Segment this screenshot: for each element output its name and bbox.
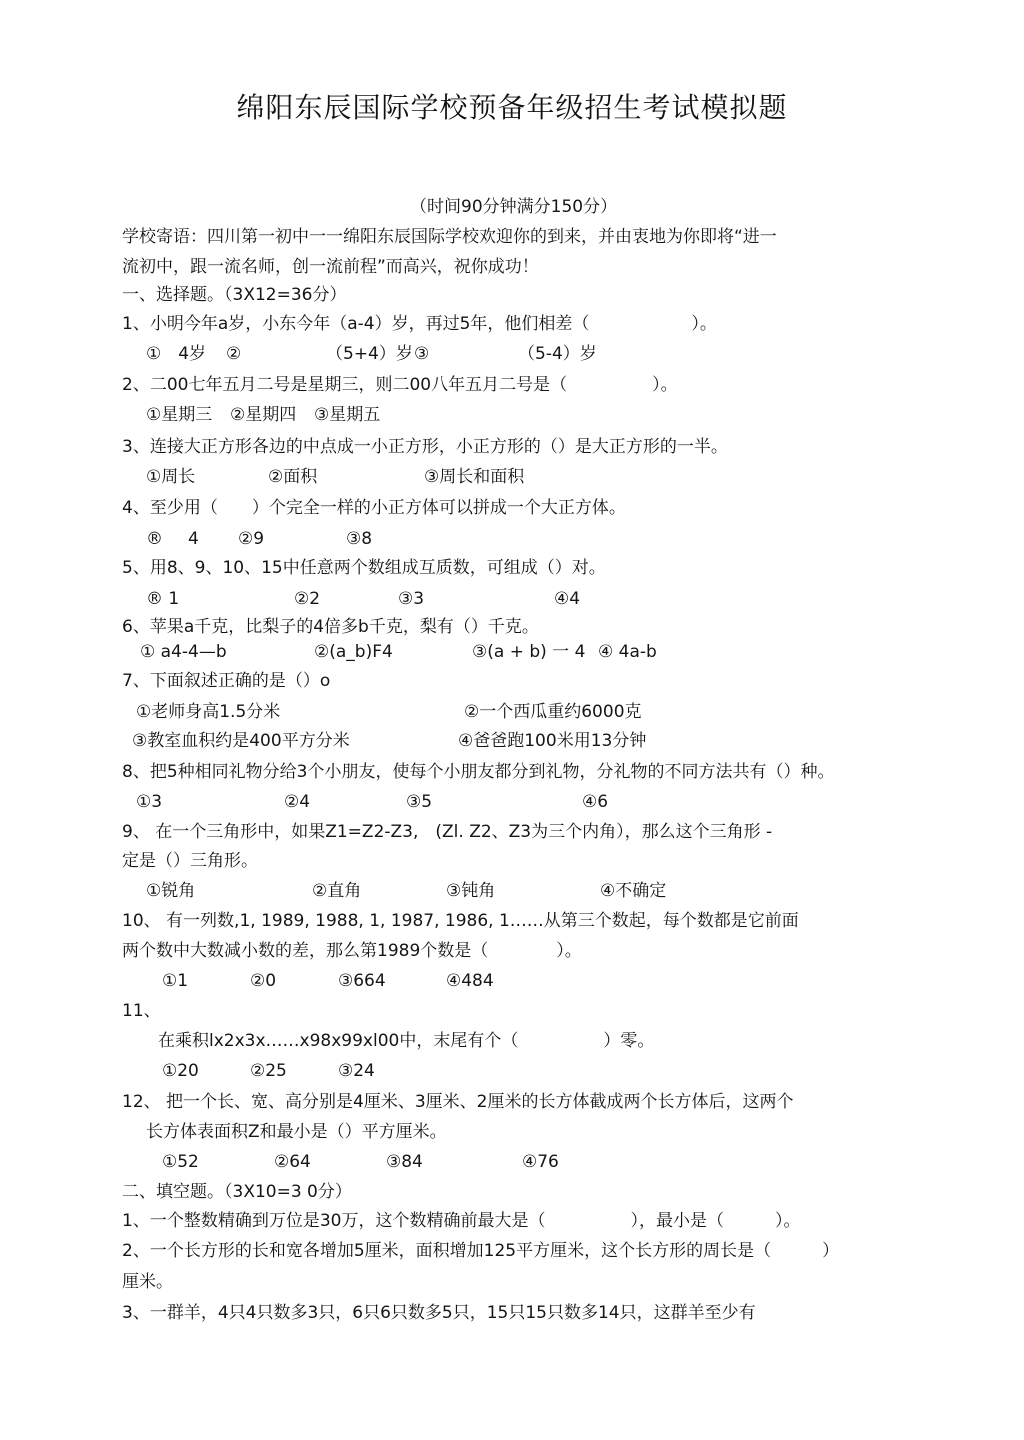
- time-note: （时间90分钟满分150分）: [410, 197, 618, 217]
- q4-option-1-label: ®: [146, 529, 163, 549]
- q11-option-1: ①20: [162, 1061, 199, 1081]
- q9-option-4: ④不确定: [600, 881, 667, 901]
- question-12: 12、 把一个长、宽、高分别是4厘米、3厘米、2厘米的长方体截成两个长方体后，这两个: [122, 1092, 794, 1112]
- q2-option-3: ③星期五: [314, 405, 381, 425]
- question-10: 10、 有一列数,1, 1989, 1988, 1, 1987, 1986, 1……从第三个数起，每个数都是它前面: [122, 911, 799, 931]
- q5-option-1: ® 1: [146, 589, 180, 609]
- q8-option-4: ④6: [582, 792, 609, 812]
- q10-option-2: ②0: [250, 971, 277, 991]
- q7-option-4: ④爸爸跑100米用13分钟: [458, 731, 647, 751]
- q1-option-3-label: ③: [414, 344, 430, 364]
- question-9: 9、 在一个三角形中，如果Z1=Z2-Z3, (Zl. Z2、Z3为三个内角），那么这个三角形 -: [122, 822, 773, 842]
- q6-option-1: ① a4-4—b: [140, 642, 227, 662]
- q5-option-3: ③3: [398, 589, 425, 609]
- q12-option-1: ①52: [162, 1152, 199, 1172]
- q7-option-1: ①老师身高1.5分米: [136, 702, 281, 722]
- question-11-cont: 在乘积lx2x3x……x98x99xl00中，末尾有个（ ）零。: [158, 1031, 655, 1051]
- q4-option-1: 4: [188, 529, 199, 549]
- question-2: 2、二00七年五月二号是星期三，则二00八年五月二号是（ ）。: [122, 375, 678, 395]
- question-8: 8、把5种相同礼物分给3个小朋友，使每个小朋友都分到礼物，分礼物的不同方法共有（）种。: [122, 762, 835, 782]
- q4-option-2: ②9: [238, 529, 265, 549]
- q12-option-2: ②64: [274, 1152, 311, 1172]
- question-4: 4、至少用（ ）个完全一样的小正方体可以拼成一个大正方体。: [122, 498, 626, 518]
- q3-option-1: ①周长: [146, 467, 196, 487]
- fill-question-2: 2、一个长方形的长和宽各增加5厘米，面积增加125平方厘米，这个长方形的周长是（ ）: [122, 1241, 840, 1261]
- fill-question-1: 1、一个整数精确到万位是30万，这个数精确前最大是（ ），最小是（ ）。: [122, 1211, 801, 1231]
- question-9-cont: 定是（）三角形。: [122, 851, 258, 871]
- q3-option-3: ③周长和面积: [424, 467, 525, 487]
- q4-option-3: ③8: [346, 529, 373, 549]
- q11-option-2: ②25: [250, 1061, 287, 1081]
- question-12-cont: 长方体表面积Z和最小是（）平方厘米。: [146, 1122, 447, 1142]
- q9-option-3: ③钝角: [446, 881, 496, 901]
- section2-heading: 二、填空题。（3X10=3 0分）: [122, 1182, 352, 1202]
- q11-option-3: ③24: [338, 1061, 375, 1081]
- q8-option-2: ②4: [284, 792, 311, 812]
- q8-option-3: ③5: [406, 792, 433, 812]
- question-10-cont: 两个数中大数减小数的差，那么第1989个数是（ ）。: [122, 941, 582, 961]
- q10-option-1: ①1: [162, 971, 189, 991]
- motto-line-1: 学校寄语：四川第一初中一一绵阳东辰国际学校欢迎你的到来，并由衷地为你即将“进一: [122, 227, 777, 247]
- question-6: 6、苹果a千克，比梨子的4倍多b千克，梨有（）千克。: [122, 617, 539, 637]
- q2-option-2: ②星期四: [230, 405, 297, 425]
- q9-option-1: ①锐角: [146, 881, 196, 901]
- q12-option-3: ③84: [386, 1152, 423, 1172]
- q1-option-2: （5+4）岁: [326, 344, 413, 364]
- q7-option-3: ③教室血积约是400平方分米: [132, 731, 350, 751]
- q9-option-2: ②直角: [312, 881, 362, 901]
- question-11: 11、: [122, 1001, 161, 1021]
- question-1: 1、小明今年a岁，小东今年（a-4）岁，再过5年，他们相差（ ）。: [122, 314, 717, 334]
- q6-option-3: ③(a + b) 一 4: [472, 642, 586, 662]
- q7-option-2: ②一个西瓜重约6000克: [464, 702, 642, 722]
- q3-option-2: ②面积: [268, 467, 318, 487]
- q1-option-3: （5-4）岁: [518, 344, 597, 364]
- question-7: 7、下面叙述正确的是（）o: [122, 671, 331, 691]
- q10-option-3: ③664: [338, 971, 386, 991]
- question-3: 3、连接大正方形各边的中点成一小正方形，小正方形的（）是大正方形的一半。: [122, 437, 728, 457]
- fill-question-2-cont: 厘米。: [122, 1272, 173, 1292]
- q1-option-2-label: ②: [226, 344, 242, 364]
- question-5: 5、用8、9、10、15中任意两个数组成互质数，可组成（）对。: [122, 558, 606, 578]
- motto-line-2: 流初中，跟一流名师，创一流前程”而高兴，祝你成功！: [122, 257, 539, 277]
- fill-question-3: 3、一群羊，4只4只数多3只，6只6只数多5只，15只15只数多14只，这群羊至少有: [122, 1303, 756, 1323]
- q12-option-4: ④76: [522, 1152, 559, 1172]
- section1-heading: 一、选择题。（3X12=36分）: [122, 285, 347, 305]
- q8-option-1: ①3: [136, 792, 163, 812]
- q10-option-4: ④484: [446, 971, 494, 991]
- q6-option-2: ②(a_b)F4: [314, 642, 393, 662]
- page-title: 绵阳东辰国际学校预备年级招生考试模拟题: [236, 91, 788, 124]
- q5-option-2: ②2: [294, 589, 321, 609]
- q2-option-1: ①星期三: [146, 405, 213, 425]
- q6-option-4: ④ 4a-b: [598, 642, 657, 662]
- q5-option-4: ④4: [554, 589, 581, 609]
- q1-option-1: ① 4岁: [146, 344, 207, 364]
